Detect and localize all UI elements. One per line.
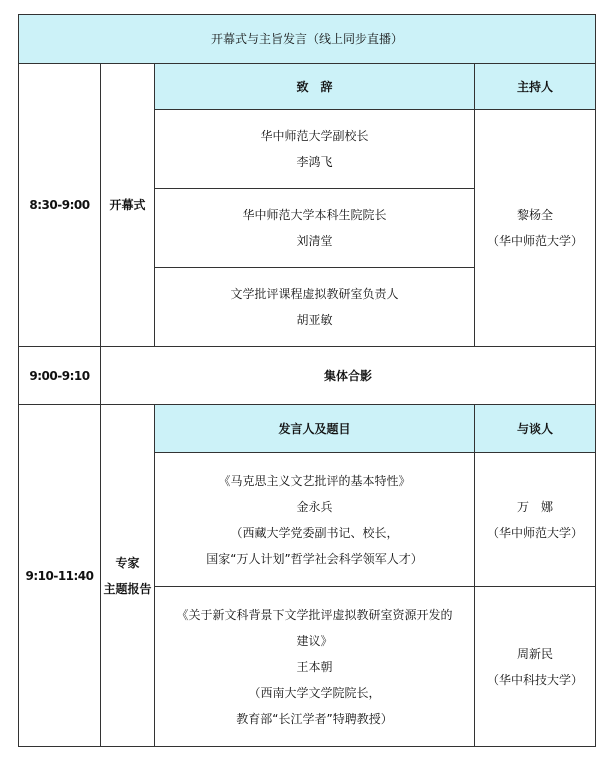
photo-label: 集体合影: [101, 347, 596, 405]
host-org: （华中师范大学）: [487, 234, 584, 248]
talk-speaker: 王本朝: [296, 659, 333, 674]
talk-speaker: 金永兵: [296, 499, 333, 514]
host-header: 主持人: [475, 64, 596, 110]
host-name: 黎杨全: [517, 208, 554, 222]
keynote-time: 9:10-11:40: [19, 405, 101, 747]
talk-title: 建议》: [296, 633, 333, 648]
speaker-name: 胡亚敏: [296, 313, 333, 327]
speaker-title: 文学批评课程虚拟教研室负责人: [230, 287, 399, 301]
photo-time: 9:00-9:10: [19, 347, 101, 405]
discussant-org: （华中科技大学）: [487, 672, 584, 687]
speech-header: 致 辞: [155, 64, 475, 110]
discussant-name: 周新民: [517, 646, 554, 661]
opening-time: 8:30-9:00: [19, 64, 101, 347]
talk-cell: [155, 453, 475, 587]
keynote-label-line2: 主题报告: [103, 581, 152, 596]
speaker-cell: [155, 189, 475, 268]
talk-bio: 教育部“长江学者”特聘教授）: [236, 711, 393, 726]
keynote-label: [101, 405, 155, 747]
discussant-org: （华中师范大学）: [487, 525, 584, 540]
talk-cell: [155, 587, 475, 747]
discussant-name: 万 娜: [517, 499, 554, 514]
speaker-title: 华中师范大学本科生院院长: [242, 208, 387, 222]
speaker-title: 华中师范大学副校长: [260, 129, 369, 143]
discussant-cell: [475, 587, 596, 747]
schedule-table: [18, 14, 596, 747]
talk-bio: 国家“万人计划”哲学社会科学领军人才）: [206, 551, 423, 566]
keynote-label-line1: 专家: [115, 555, 140, 570]
talk-title: 《关于新文科背景下文学批评虚拟教研室资源开发的: [176, 607, 453, 622]
section-title: 开幕式与主旨发言（线上同步直播）: [19, 15, 596, 64]
discussant-header: 与谈人: [475, 405, 596, 453]
speaker-name: 李鸿飞: [296, 155, 333, 169]
host-cell: [475, 110, 596, 347]
speaker-header: 发言人及题目: [155, 405, 475, 453]
speaker-name: 刘清堂: [296, 234, 333, 248]
talk-bio: （西藏大学党委副书记、校长，: [230, 525, 399, 540]
talk-bio: （西南大学文学院院长，: [248, 685, 381, 700]
discussant-cell: [475, 453, 596, 587]
talk-title: 《马克思主义文艺批评的基本特性》: [218, 473, 411, 488]
speaker-cell: [155, 110, 475, 189]
speaker-cell: [155, 268, 475, 347]
opening-label: 开幕式: [101, 64, 155, 347]
